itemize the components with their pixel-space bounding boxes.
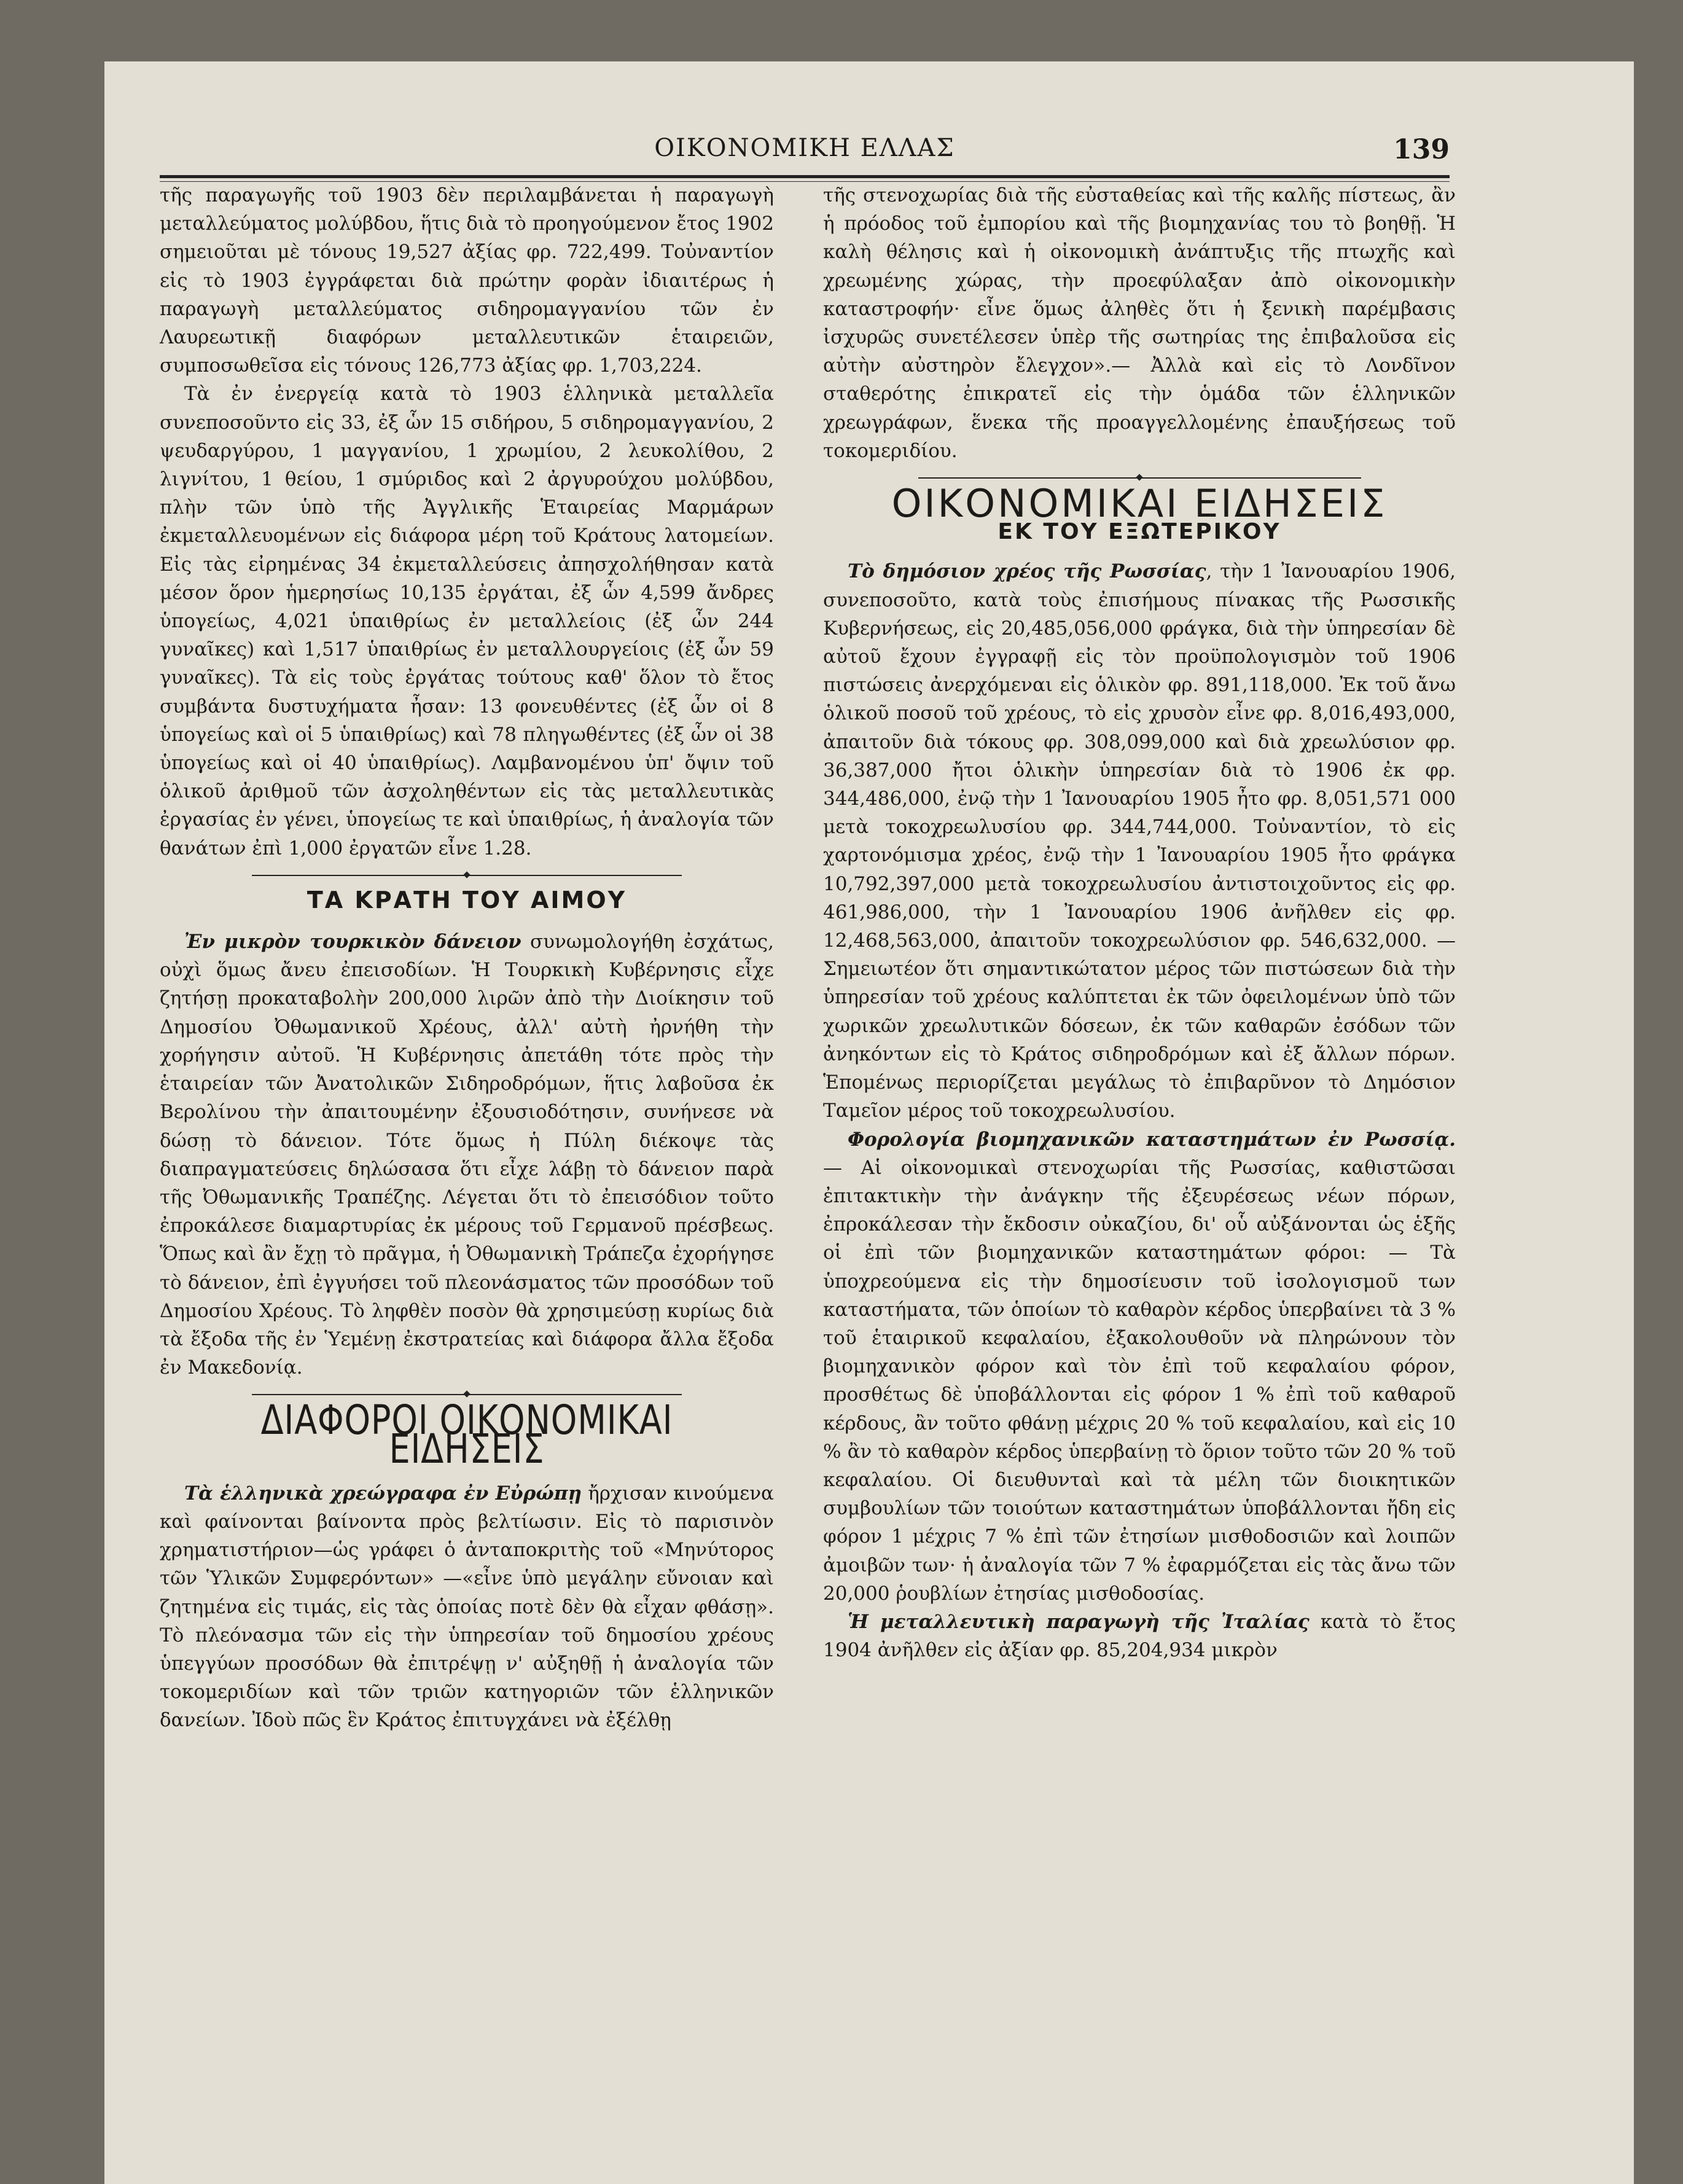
section-heading: ΤΑ ΚΡΑΤΗ ΤΟΥ ΑΙΜΟΥ xyxy=(307,886,627,914)
paragraph: Τὰ ἐν ἐνεργείᾳ κατὰ τὸ 1903 ἑλληνικὰ μεταλλεῖα συνεποσοῦντο εἰς 33, ἐξ ὧν 15 σιδήρου, 5 σιδηρομαγγανίου, 2 ψευδαργύρου, 1 μαγγανίου, 1 χρωμίου, 2 λευκολίθου, 2 λιγνίτου, 1 θείου, 1 σμύριδος καὶ 2 ἀργυρούχου μολύβδου, πλὴν τῶν ὑπὸ τῆς Ἀγγλικῆς Ἑταιρείας Μαρμάρων ἐκμεταλλευομένων εἰς διάφορα μέρη τοῦ Κράτους λατομείων. Εἰς τὰς εἰρημένας 34 ἐκμεταλλεύσεις ἀπησχολήθησαν κατὰ μέσον ὅρον ἡμερησίως 10,135 ἐργάται, ἐξ ὧν 4,599 ἄνδρες ὑπογείως, 4,021 ὑπαιθρίως ἐν μεταλλείοις (ἐξ ὧν 244 γυναῖκες) καὶ 1,517 ὑπαιθρίως ἐν μεταλλουργείοις (ἐξ ὧν 59 γυναῖκες). Τὰ εἰς τοὺς ἐργάτας τούτους καθ' ὅλον τὸ ἔτος συμβάντα δυστυχήματα ἦσαν: 13 φονευθέντες (ἐξ ὧν οἱ 8 ὑπογείως καὶ οἱ 5 ὑπαιθρίως) καὶ 78 πληγωθέντες (ἐξ ὧν οἱ 38 ὑπογείως καὶ οἱ 40 ὑπαιθρίως). Λαμβανομένου ὑπ' ὄψιν τοῦ ὁλικοῦ ἀριθμοῦ τῶν ἀσχοληθέντων εἰς τὰς μεταλλευτικὰς ἐργασίας ἐν γένει, ὑπογείως τε καὶ ὑπαιθρίως, ἡ ἀναλογία τῶν θανάτων ἐπὶ 1,000 ἐργατῶν εἶνε 1.28. xyxy=(160,383,774,859)
paragraph xyxy=(823,1125,1456,1608)
paragraph-lead: Ἡ μεταλλευτικὴ παραγωγὴ τῆς Ἰταλίας xyxy=(848,1610,1310,1633)
paragraph-body: κατὰ τὸ ἔτος 1904 ἀνῆλθεν εἰς ἀξίαν φρ. 85,204,934 μικρὸν xyxy=(823,1610,1456,1662)
paragraph-lead: Ἐν μικρὸν τουρκικὸν δάνειον xyxy=(184,931,521,953)
journal-title: ΟΙΚΟΝΟΜΙΚΗ ΕΛΛΑΣ xyxy=(654,134,955,162)
paragraph-lead: Φορολογία βιομηχανικῶν καταστημάτων ἐν Ρωσσίᾳ. xyxy=(848,1128,1456,1151)
paragraph: τῆς παραγωγῆς τοῦ 1903 δὲν περιλαμβάνεται ἡ παραγωγὴ μεταλλεύματος μολύβδου, ἥτις διὰ τὸ προηγούμενον ἔτος 1902 σημειοῦται μὲ τόνους 19,527 ἀξίας φρ. 722,499. Τοὐναντίον εἰς τὸ 1903 ἐγγράφεται διὰ πρώτην φορὰν ἰδιαιτέρως ἡ παραγωγὴ μεταλλεύματος σιδηρομαγγανίου τῶν ἐν Λαυρεωτικῇ διαφόρων μεταλλευτικῶν ἑταιρειῶν, συμποσωθεῖσα εἰς τόνους 126,773 ἀξίας φρ. 1,703,224. xyxy=(160,184,774,377)
page-header xyxy=(160,98,1450,166)
page-number: 139 xyxy=(1393,134,1450,165)
section-subheading: ΕΚ ΤΟΥ ΕΞΩΤΕΡΙΚΟΥ xyxy=(998,519,1281,545)
paragraph-body: ἤρχισαν κινούμενα καὶ φαίνονται βαίνοντα πρὸς βελτίωσιν. Εἰς τὸ παρισινὸν χρηματιστήριον—ὡς γράφει ὁ ἀνταποκριτὴς τοῦ «Μηνύτορος τῶν Ὑλικῶν Συμφερόντων» —«εἶνε ὑπὸ μεγάλην εὔνοιαν καὶ ζητημένα εἰς τιμάς, εἰς τὰς ὁποίας ποτὲ δὲν θὰ εἶχαν φθάσῃ». Τὸ πλεόνασμα τῶν εἰς τὴν ὑπηρεσίαν τοῦ δημοσίου χρέους ὑπεγγύων προσόδων θὰ ἐπιτρέψῃ ν' αὐξηθῇ ἡ ἀναλογία τῶν τοκομεριδίων καὶ τῶν τριῶν κατηγοριῶν τῶν ἑλληνικῶν δανείων. Ἰδοὺ πῶς ἓν Κράτος ἐπιτυγχάνει νὰ ἐξέλθῃ xyxy=(160,1482,774,1732)
header-rule xyxy=(160,175,1450,178)
right-column xyxy=(823,181,1456,1664)
section-heading-large: ΟΙΚΟΝΟΜΙΚΑΙ ΕΙΔΗΣΕΙΣ xyxy=(891,481,1388,526)
section-separator xyxy=(918,474,1361,482)
section-heading-large: ΔΙΑΦΟΡΟΙ ΟΙΚΟΝΟΜΙΚΑΙ ΕΙΔΗΣΕΙΣ xyxy=(260,1396,673,1473)
paragraph xyxy=(823,557,1456,1125)
paragraph-lead: Τὰ ἑλληνικὰ χρεώγραφα ἐν Εὐρώπῃ xyxy=(184,1482,582,1505)
section-separator xyxy=(252,871,682,880)
left-column xyxy=(160,181,774,1735)
paragraph xyxy=(823,1608,1456,1664)
newspaper-page xyxy=(104,61,1634,2184)
paragraph-lead: Τὸ δημόσιον χρέος τῆς Ρωσσίας xyxy=(848,560,1206,583)
paragraph xyxy=(160,928,774,1382)
paragraph xyxy=(160,1479,774,1735)
paragraph: τῆς στενοχωρίας διὰ τῆς εὐσταθείας καὶ τῆς καλῆς πίστεως, ἂν ἡ πρόοδος τοῦ ἐμπορίου καὶ τῆς βιομηχανίας του τὸ βοηθῇ. Ἡ καλὴ θέλησις καὶ ἡ οἰκονομικὴ ἀνάπτυξις τῆς πτωχῆς καὶ χρεωμένης χώρας, τὴν προεφύλαξαν ἀπὸ οἰκονομικὴν καταστροφήν· εἶνε ὅμως ἀληθὲς ὅτι ἡ ξενικὴ παρέμβασις ἰσχυρῶς συνετέλεσεν ὑπὲρ τῆς σωτηρίας της ἐπιβαλοῦσα εἰς αὐτὴν αὐστηρὸν ἔλεγχον».— Ἀλλὰ καὶ εἰς τὸ Λονδῖνον σταθερότης ἐπικρατεῖ εἰς τὴν ὁμάδα τῶν ἑλληνικῶν χρεωγράφων, ἕνεκα τῆς προαγγελλομένης ἐπαυξήσεως τοῦ τοκομεριδίου. xyxy=(823,184,1456,462)
paragraph-body: συνωμολογήθη ἐσχάτως, οὐχὶ ὅμως ἄνευ ἐπεισοδίων. Ἡ Τουρκικὴ Κυβέρνησις εἶχε ζητήσῃ προκαταβολὴν 200,000 λιρῶν ἀπὸ τὴν Διοίκησιν τοῦ Δημοσίου Ὀθωμανικοῦ Χρέους, ἀλλ' αὐτὴ ἠρνήθη τὴν χορήγησιν αὐτοῦ. Ἡ Κυβέρνησις ἀπετάθη τότε πρὸς τὴν ἑταιρείαν τῶν Ἀνατολικῶν Σιδηροδρόμων, ἥτις λαβοῦσα ἐκ Βερολίνου τὴν ἀπαιτουμένην ἐξουσιοδότησιν, συνήνεσε νὰ δώσῃ τὸ δάνειον. Τότε ὅμως ἡ Πύλη διέκοψε τὰς διαπραγματεύσεις δηλώσασα ὅτι εἶχε λάβῃ τὸ δάνειον παρὰ τῆς Ὀθωμανικῆς Τραπέζης. Λέγεται ὅτι τὸ ἐπεισόδιον τοῦτο ἐπροκάλεσε διαμαρτυρίας ἐκ μέρους τοῦ Γερμανοῦ πρέσβεως. Ὅπως καὶ ἂν ἔχῃ τὸ πρᾶγμα, ἡ Ὀθωμανικὴ Τράπεζα ἐχορήγησε τὸ δάνειον, ἐπὶ ἐγγυήσει τοῦ πλεονάσματος τῶν προσόδων τοῦ Δημοσίου Χρέους. Τὸ ληφθὲν ποσὸν θὰ χρησιμεύσῃ κυρίως διὰ τὰ ἔξοδα τῆς ἐν Ὑεμένῃ ἐκστρατείας καὶ διάφορα ἄλλα ἔξοδα ἐν Μακεδονίᾳ. xyxy=(160,931,774,1379)
paragraph-body: , τὴν 1 Ἰανουαρίου 1906, συνεποσοῦτο, κατὰ τοὺς ἐπισήμους πίνακας τῆς Ρωσσικῆς Κυβερνήσεως, εἰς 20,485,056,000 φράγκα, διὰ τὴν ὑπηρεσίαν δὲ αὐτοῦ ἔχουν ἐγγραφῇ εἰς τὸν προϋπολογισμὸν τοῦ 1906 πιστώσεις ἀνερχόμεναι εἰς ὁλικὸν φρ. 891,118,000. Ἐκ τοῦ ἄνω ὁλικοῦ ποσοῦ τοῦ χρέους, τὸ εἰς χρυσὸν εἶνε φρ. 8,016,493,000, ἀπαιτοῦν διὰ τόκους φρ. 308,099,000 καὶ διὰ χρεωλύσιον φρ. 36,387,000 ἤτοι ὁλικὴν ὑπηρεσίαν διὰ τὸ 1906 ἐκ φρ. 344,486,000, ἐνῷ τὴν 1 Ἰανουαρίου 1905 ἦτο φρ. 8,051,571 000 μετὰ τοκοχρεωλυσίου φρ. 344,744,000. Τοὐναντίον, τὸ εἰς χαρτονόμισμα χρέος, ἐνῷ τὴν 1 Ἰανουαρίου 1905 ἦτο φράγκα 10,792,397,000 μετὰ τοκοχρεωλυσίου ἀντιστοιχοῦντος εἰς φρ. 461,986,000, τὴν 1 Ἰανουαρίου 1906 ἀνῆλθεν εἰς φρ. 12,468,563,000, ἀπαιτοῦν τοκοχρεωλύσιον φρ. 546,632,000. — Σημειωτέον ὅτι σημαντικώτατον μέρος τῶν πιστώσεων διὰ τὴν ὑπηρεσίαν τοῦ χρέους καλύπτεται ἐκ τῶν ὀφειλομένων ὑπὸ τῶν χωρικῶν χρεωλυτικῶν δόσεων, ἐκ τῶν καθαρῶν ἐσόδων τῶν ἀνηκόντων εἰς τὸ Κράτος σιδηροδρόμων καὶ ἐξ ἄλλων πόρων. Ἑπομένως περιορίζεται μεγάλως τὸ ἐπιβαρῦνον τὸ Δημόσιον Ταμεῖον μέρος τοῦ τοκοχρεωλυσίου. xyxy=(823,560,1456,1122)
paragraph-body: — Αἱ οἰκονομικαὶ στενοχωρίαι τῆς Ρωσσίας, καθιστῶσαι ἐπιτακτικὴν τὴν ἀνάγκην τῆς ἐξευρέσεως νέων πόρων, ἐπροκάλεσαν τὴν ἔκδοσιν οὐκαζίου, δι' οὗ αὐξάνονται ὡς ἑξῆς οἱ ἐπὶ τῶν βιομηχανικῶν καταστημάτων φόροι: — Τὰ ὑποχρεούμενα εἰς τὴν δημοσίευσιν τοῦ ἰσολογισμοῦ των καταστήματα, τῶν ὁποίων τὸ καθαρὸν κέρδος ὑπερβαίνει τὰ 3 % τοῦ ἑταιρικοῦ κεφαλαίου, ἐξακολουθοῦν νὰ πληρώνουν τὸν βιομηχανικὸν φόρον καὶ τὸν ἐπὶ τοῦ κεφαλαίου φόρον, προσθέτως δὲ ὑποβάλλονται εἰς φόρον 1 % ἐπὶ τοῦ καθαροῦ κέρδους, ἂν τοῦτο φθάνῃ μέχρις 20 % τοῦ κεφαλαίου, καὶ εἰς 10 % ἂν τὸ καθαρὸν κέρδος ὑπερβαίνῃ τὸ ὅριον τοῦτο τῶν 20 % τοῦ κεφαλαίου. Οἱ διευθυνταὶ καὶ τὰ μέλη τῶν διοικητικῶν συμβουλίων τῶν τοιούτων καταστημάτων ὑποβάλλονται ἤδη εἰς φόρον 1 μέχρις 7 % ἐπὶ τῶν ἐτησίων μισθοδοσιῶν καὶ λοιπῶν ἀμοιβῶν των· ἡ ἀναλογία τῶν 7 % ἐφαρμόζεται εἰς τὰς ἄνω τῶν 20,000 ῥουβλίων ἐτησίας μισθοδοσίας. xyxy=(823,1156,1456,1605)
